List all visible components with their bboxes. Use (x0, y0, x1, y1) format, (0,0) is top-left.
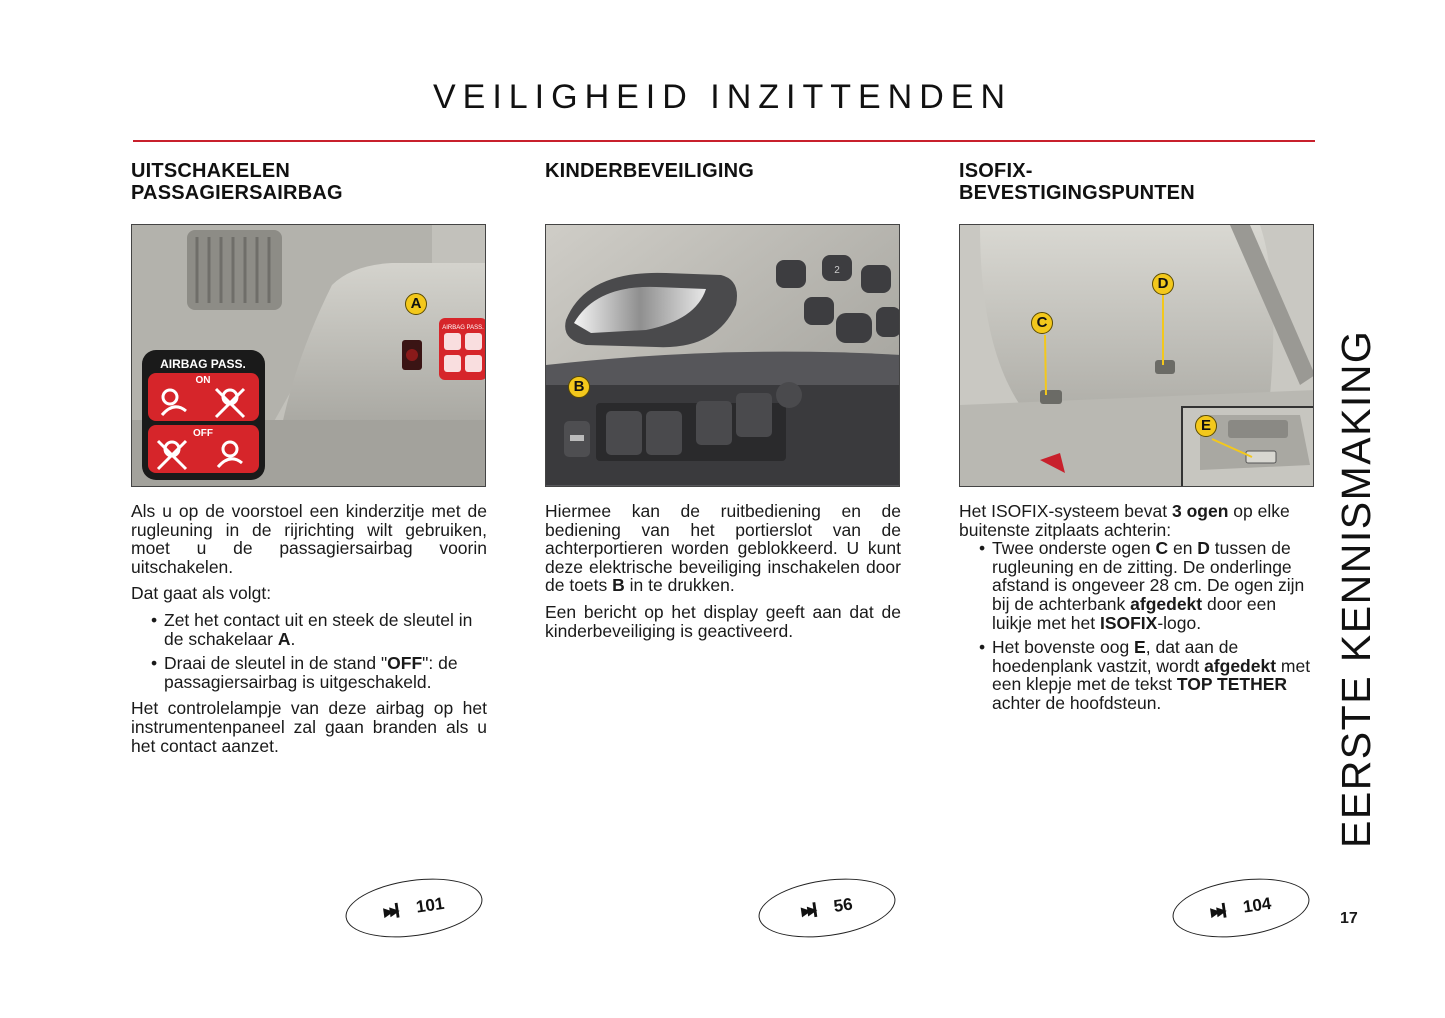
door-panel-photo (545, 224, 900, 487)
isofix-photo (959, 224, 1314, 487)
airbag-panel-title: AIRBAG PASS. (160, 357, 246, 371)
title-rule (133, 140, 1315, 142)
airbag-text (131, 502, 487, 755)
marker-b: B (568, 376, 590, 398)
page-ref-56[interactable]: ▶▶▎ 56 (755, 871, 899, 946)
isofix-anchor-list (979, 539, 1315, 712)
column-airbag (131, 160, 487, 763)
column-isofix (959, 160, 1315, 721)
airbag-step-1: • Zet het contact uit en steek de sleutel in de schakelaar A. (151, 611, 487, 648)
heading-isofix: ISOFIX- BEVESTIGINGSPUNTEN (959, 160, 1195, 204)
isofix-paragraph-1: Het ISOFIX-systeem bevat 3 ogen op elke buitenste zitplaats achterin: (959, 501, 1290, 540)
forward-arrow-icon: ▶▶▎ (800, 902, 821, 919)
anchor-c (1040, 390, 1062, 404)
anchor-d (1155, 360, 1175, 374)
airbag-paragraph-3: Het controlelampje van deze airbag op het instrumentenpaneel zal gaan branden als u het contact aanzet. (131, 698, 487, 756)
marker-c: C (1031, 312, 1053, 334)
airbag-illustration (132, 225, 486, 487)
marker-d: D (1152, 273, 1174, 295)
marker-e: E (1195, 415, 1217, 437)
page-ref-101[interactable]: ▶▶▎ 101 (342, 871, 486, 946)
forward-arrow-icon: ▶▶▎ (1209, 902, 1231, 920)
child-lock-text (545, 502, 901, 640)
page-number: 17 (1340, 910, 1358, 927)
rear-seat-back (980, 225, 1273, 405)
airbag-on-label: ON (195, 375, 211, 386)
child-lock-paragraph-2: Een bericht op het display geeft aan dat de kinderbeveiliging is geactiveerd. (545, 601, 901, 641)
isofix-illustration (960, 225, 1314, 487)
airbag-off-label: OFF (193, 428, 213, 439)
page-ref-104[interactable]: ▶▶▎ 104 (1169, 871, 1313, 946)
isofix-top-tether: • Het bovenste oog E, dat aan de hoedenplank vastzit, wordt afgedekt met een klepje met de tekst TOP TETHER achter de hoofdsteun. (979, 638, 1315, 712)
isofix-text (959, 502, 1315, 713)
column-child-lock (545, 160, 901, 648)
heading-child-lock: KINDERBEVEILIGING (545, 160, 754, 182)
airbag-photo (131, 224, 486, 487)
airbag-step-2: • Draai de sleutel in de stand "OFF": de passagiersairbag is uitgeschakeld. (151, 654, 487, 691)
airbag-paragraph-1: Als u op de voorstoel een kinderzitje met de rugleuning in de rijrichting wilt gebruiken, moet u de passagiersairbag voorin uitschakelen. (131, 501, 487, 577)
svg-text:2: 2 (834, 265, 840, 276)
heading-airbag: UITSCHAKELEN PASSAGIERSAIRBAG (131, 160, 343, 204)
door-panel-illustration (546, 225, 900, 487)
isofix-lower-anchors: • Twee onderste ogen C en D tussen de rugleuning en de zitting. De onderlinge afstand is ongeveer 28 cm. De ogen zijn bij de achterbank afgedekt door een luikje met het ISOFIX-logo. (979, 539, 1315, 632)
small-panel-label: AIRBAG PASS. (442, 325, 484, 331)
child-lock-paragraph-1: Hiermee kan de ruitbediening en de bediening van het portierslot van de achterportieren worden geblokkeerd. U kunt deze elektrische beveiliging inschakelen door de toets B in te drukken. (545, 501, 901, 596)
marker-a: A (405, 293, 427, 315)
airbag-steps (151, 611, 487, 691)
page-title: VEILIGHEID INZITTENDEN (432, 78, 1013, 116)
chapter-label: EERSTE KENNISMAKING (1333, 329, 1379, 848)
air-vent-slats (197, 237, 269, 303)
airbag-paragraph-2: Dat gaat als volgt: (131, 583, 272, 604)
forward-arrow-icon: ▶▶▎ (382, 902, 404, 920)
